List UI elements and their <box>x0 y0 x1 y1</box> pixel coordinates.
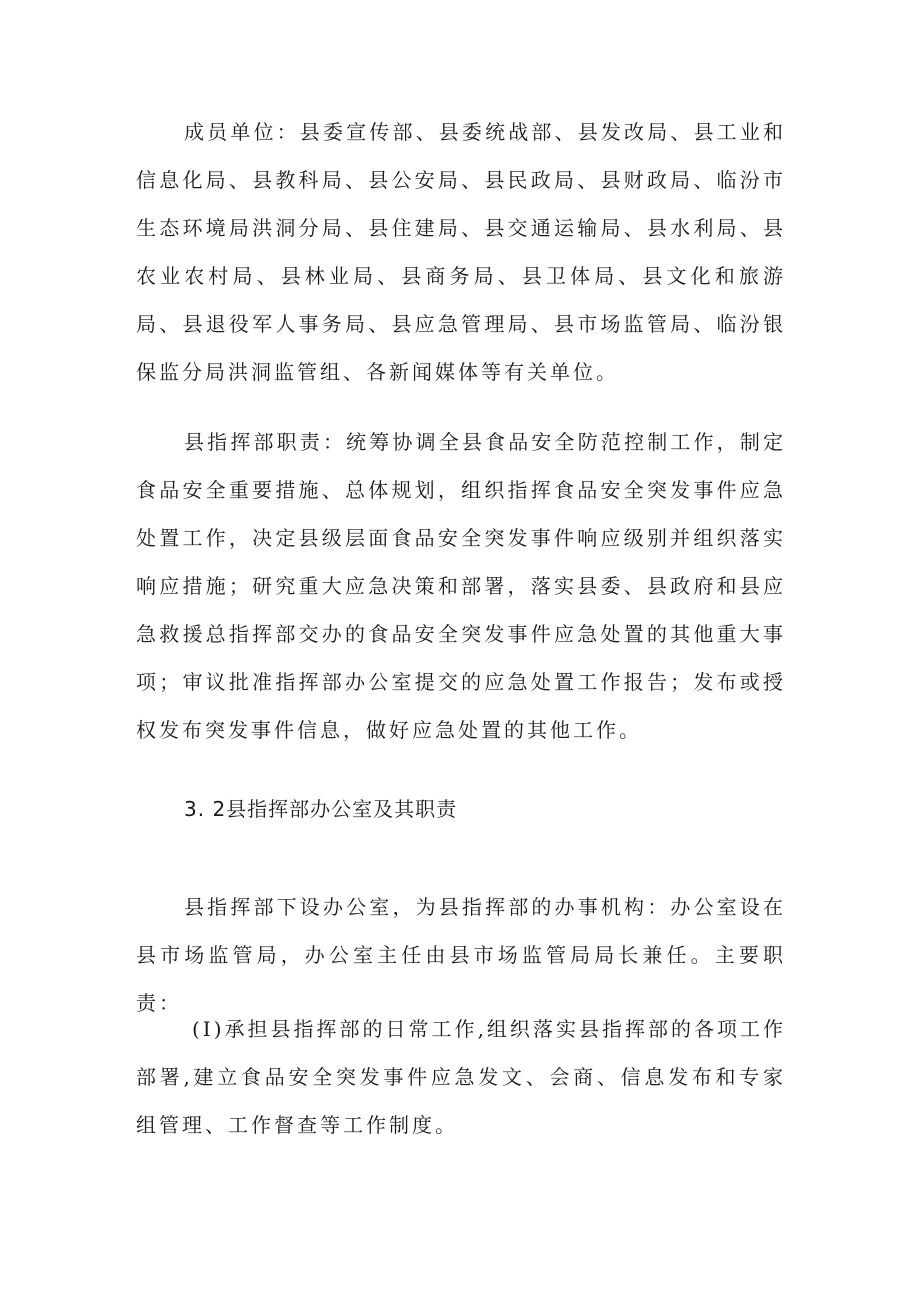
office-intro-paragraph: 县指挥部下设办公室，为县指挥部的办事机构：办公室设在县市场监管局，办公室主任由县市场监管局局长兼任。主要职责： <box>136 895 786 1015</box>
section-heading: 3. 2县指挥部办公室及其职责 <box>184 797 458 821</box>
member-units-paragraph: 成员单位：县委宣传部、县委统战部、县发改局、县工业和信息化局、县教科局、县公安局、县民政局、县财政局、临汾市生态环境局洪洞分局、县住建局、县交通运输局、县水利局、县农业农村局、县林业局、县商务局、县卫体局、县文化和旅游局、县退役军人事务局、县应急管理局、县市场监管局、临汾银保监分局洪洞监管组、各新闻媒体等有关单位。 <box>136 120 786 384</box>
headquarters-duties-paragraph: 县指挥部职责：统筹协调全县食品安全防范控制工作，制定食品安全重要措施、总体规划，组织指挥食品安全突发事件应急处置工作，决定县级层面食品安全突发事件响应级别并组织落实响应措施；研究重大应急决策和部署，落实县委、县政府和县应急救援总指挥部交办的食品安全突发事件应急处置的其他重大事项；审议批准指挥部办公室提交的应急处置工作报告；发布或授权发布突发事件信息，做好应急处置的其他工作。 <box>136 430 786 742</box>
office-duty-1-paragraph: (I)承担县指挥部的日常工作,组织落实县指挥部的各项工作部署,建立食品安全突发事件应急发文、会商、信息发布和专家组管理、工作督查等工作制度。 <box>136 1017 786 1137</box>
